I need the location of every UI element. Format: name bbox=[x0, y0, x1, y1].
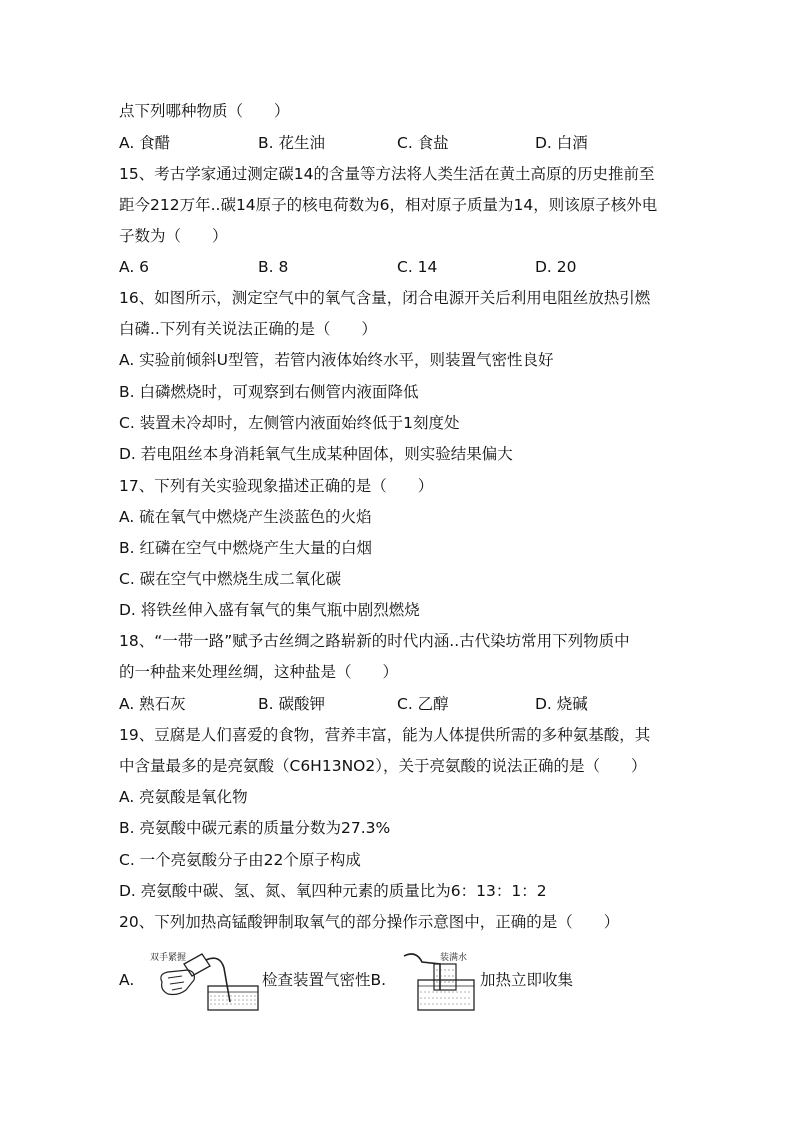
q15-stem-line-3: 子数为（ ） bbox=[119, 227, 228, 245]
q19-stem-line-1: 19、豆腐是人们喜爱的食物，营养丰富，能为人体提供所需的多种氨基酸，其 bbox=[119, 726, 651, 744]
q18-stem-line-2: 的一种盐来处理丝绸，这种盐是（ ） bbox=[119, 663, 399, 681]
q19-option-c: C. 一个亮氨酸分子由22个原子构成 bbox=[119, 851, 361, 869]
airtightness-check-figure bbox=[148, 950, 260, 1012]
fig-b-label: 装满水 bbox=[440, 953, 468, 963]
q14-option-a: A. 食醋 bbox=[119, 134, 171, 152]
q19-option-a: A. 亮氨酸是氧化物 bbox=[119, 788, 248, 806]
q15-option-c: C. 14 bbox=[397, 258, 438, 276]
q16-option-b: B. 白磷燃烧时，可观察到右侧管内液面降低 bbox=[119, 383, 419, 401]
q18-option-a: A. 熟石灰 bbox=[119, 695, 186, 713]
fig-a-label: 双手紧握 bbox=[150, 953, 187, 963]
q14-stem-tail: 点下列哪种物质（ ） bbox=[119, 102, 290, 120]
q17-option-c: C. 碳在空气中燃烧生成二氧化碳 bbox=[119, 570, 342, 588]
q15-option-b: B. 8 bbox=[258, 258, 289, 276]
q16-option-d: D. 若电阻丝本身消耗氧气生成某种固体，则实验结果偏大 bbox=[119, 445, 513, 463]
q18-stem-line-1: 18、“一带一路”赋予古丝绸之路崭新的时代内涵..古代染坊常用下列物质中 bbox=[119, 632, 630, 650]
q15-option-d: D. 20 bbox=[535, 258, 577, 276]
test-tube bbox=[184, 954, 210, 976]
q19-option-d: D. 亮氨酸中碳、氢、氮、氧四种元素的质量比为6：13：1：2 bbox=[119, 882, 547, 900]
q14-option-c: C. 食盐 bbox=[397, 134, 449, 152]
beaker bbox=[208, 986, 258, 1010]
q14-option-b: B. 花生油 bbox=[258, 134, 325, 152]
q16-stem-line-1: 16、如图所示，测定空气中的氧气含量，闭合电源开关后利用电阻丝放热引燃 bbox=[119, 289, 651, 307]
q15-stem-line-1: 15、考古学家通过测定碳14的含量等方法将人类生活在黄土高原的历史推前至 bbox=[119, 165, 655, 183]
water-trough bbox=[418, 980, 474, 1010]
q19-stem-line-2: 中含量最多的是亮氨酸（C6H13NO2），关于亮氨酸的说法正确的是（ ） bbox=[119, 757, 647, 775]
q20-option-b-text: 加热立即收集 bbox=[480, 971, 574, 989]
q17-option-b: B. 红磷在空气中燃烧产生大量的白烟 bbox=[119, 539, 372, 557]
q18-option-b: B. 碳酸钾 bbox=[258, 695, 325, 713]
q20-option-a-text: 检查装置气密性B. bbox=[262, 971, 387, 989]
q16-stem-line-2: 白磷..下列有关说法正确的是（ ） bbox=[119, 320, 377, 338]
q19-option-b: B. 亮氨酸中碳元素的质量分数为27.3% bbox=[119, 819, 391, 837]
q16-option-a: A. 实验前倾斜U型管，若管内液体始终水平，则装置气密性良好 bbox=[119, 351, 554, 369]
q14-option-d: D. 白酒 bbox=[535, 134, 588, 152]
q18-option-d: D. 烧碱 bbox=[535, 695, 588, 713]
q20-option-a-prefix: A. bbox=[119, 971, 135, 989]
q16-option-c: C. 装置未冷却时，左侧管内液面始终低于1刻度处 bbox=[119, 414, 460, 432]
q20-stem: 20、下列加热高锰酸钾制取氧气的部分操作示意图中，正确的是（ ） bbox=[119, 913, 620, 931]
heat-collect-figure bbox=[400, 950, 476, 1012]
q15-option-a: A. 6 bbox=[119, 258, 150, 276]
q17-option-a: A. 硫在氧气中燃烧产生淡蓝色的火焰 bbox=[119, 508, 372, 526]
q15-stem-line-2: 距今212万年..碳14原子的核电荷数为6，相对原子质量为14，则该原子核外电 bbox=[119, 196, 658, 214]
q17-stem: 17、下列有关实验现象描述正确的是（ ） bbox=[119, 477, 434, 495]
delivery-tube bbox=[404, 954, 440, 990]
hand-icon bbox=[161, 970, 195, 995]
q17-option-d: D. 将铁丝伸入盛有氧气的集气瓶中剧烈燃烧 bbox=[119, 601, 420, 619]
q18-option-c: C. 乙醇 bbox=[397, 695, 449, 713]
